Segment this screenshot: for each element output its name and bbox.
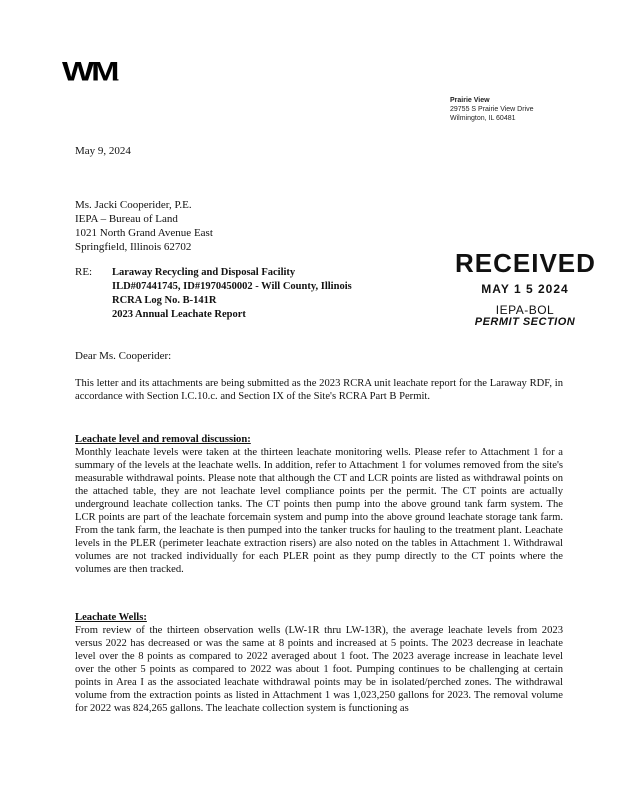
letter-date: May 9, 2024 [75,145,131,157]
logo-dot: . [116,74,120,83]
stamp-section: PERMIT SECTION [474,316,576,328]
stamp-received: RECEIVED [455,248,596,278]
leachate-wells-section [75,611,563,715]
received-stamp [455,248,595,328]
re-facility: Laraway Recycling and Disposal Facility [112,267,296,278]
leachate-wells-heading: Leachate Wells: [75,612,147,623]
re-ids: ILD#07441745, ID#1970450002 - Will County, Illinois [112,281,352,292]
re-log-number: RCRA Log No. B-141R [112,295,217,306]
leachate-wells-paragraph: From review of the thirteen observation wells (LW-1R thru LW-13R), the average leachate levels from 2023 versus 2022 has decreased or was the same at 8 points and increased at 5 points. The 2023 decrease in leachate level over the 8 points as compared to 2022 averaged about 1 foot. The 2023 average increase in leachate level over the other 5 points as compared to 2022 was about 1 foot. Pumping continues to be challenging at certain points in Area I as the associated leachate withdrawal points may be in isolated/perched zones. The withdrawal volume from the extraction points as listed in Attachment 1 was 1,023,250 gallons for 2023. The removal volume for 2022 was 824,265 gallons. The leachate collection system is functioning as [75,625,563,714]
address-line-2: Wilmington, IL 60481 [450,115,516,122]
stamp-office: IEPA-BOL [495,303,555,317]
logo-text: WM [62,56,117,87]
recipient-city: Springfield, Illinois 62702 [75,241,192,253]
recipient-block [75,198,213,254]
leachate-level-heading: Leachate level and removal discussion: [75,434,251,445]
re-label: RE: [75,266,93,278]
re-report-title: 2023 Annual Leachate Report [112,309,246,320]
re-block [112,266,352,322]
leachate-level-section [75,433,563,576]
address-line-1: 29755 S Prairie View Drive [450,106,534,113]
recipient-org: IEPA – Bureau of Land [75,213,178,225]
recipient-name: Ms. Jacki Cooperider, P.E. [75,199,192,211]
salutation: Dear Ms. Cooperider: [75,350,172,362]
recipient-street: 1021 North Grand Avenue East [75,227,213,239]
letterhead-address [450,96,534,123]
leachate-level-paragraph: Monthly leachate levels were taken at the thirteen leachate monitoring wells. Please refer to Attachment 1 for a summary of the levels at the leachate wells. In addition, refer to Attachment 1 for volumes removed from the site's measurable withdrawal points. Please note that although the CT and LCR points are listed as withdrawal points on the attached table, they are not leachate level compliance points per the permit. The CT points are actually underground leachate collection tanks. The CT points then pump into the above ground tank farm system. The LCR points are part of the leachate forcemain system and pump into the above ground leachate storage tank farm. From the tank farm, the leachate is then pumped into the tanker trucks for hauling to the treatment plant. Leachate levels in the PLER (perimeter leachate extraction risers) are also noted on the tables in Attachment 1. Withdrawal volumes are not tracked individually for each PLER point as they pump directly to the CT points where the volumes are then tracked. [75,447,563,575]
wm-logo [62,58,119,85]
site-name: Prairie View [450,97,490,104]
stamp-date: MAY 1 5 2024 [481,282,569,296]
intro-paragraph: This letter and its attachments are being submitted as the 2023 RCRA unit leachate report for the Laraway RDF, in accordance with Section I.C.10.c. and Section IX of the Site's RCRA Part B Permit. [75,378,563,402]
